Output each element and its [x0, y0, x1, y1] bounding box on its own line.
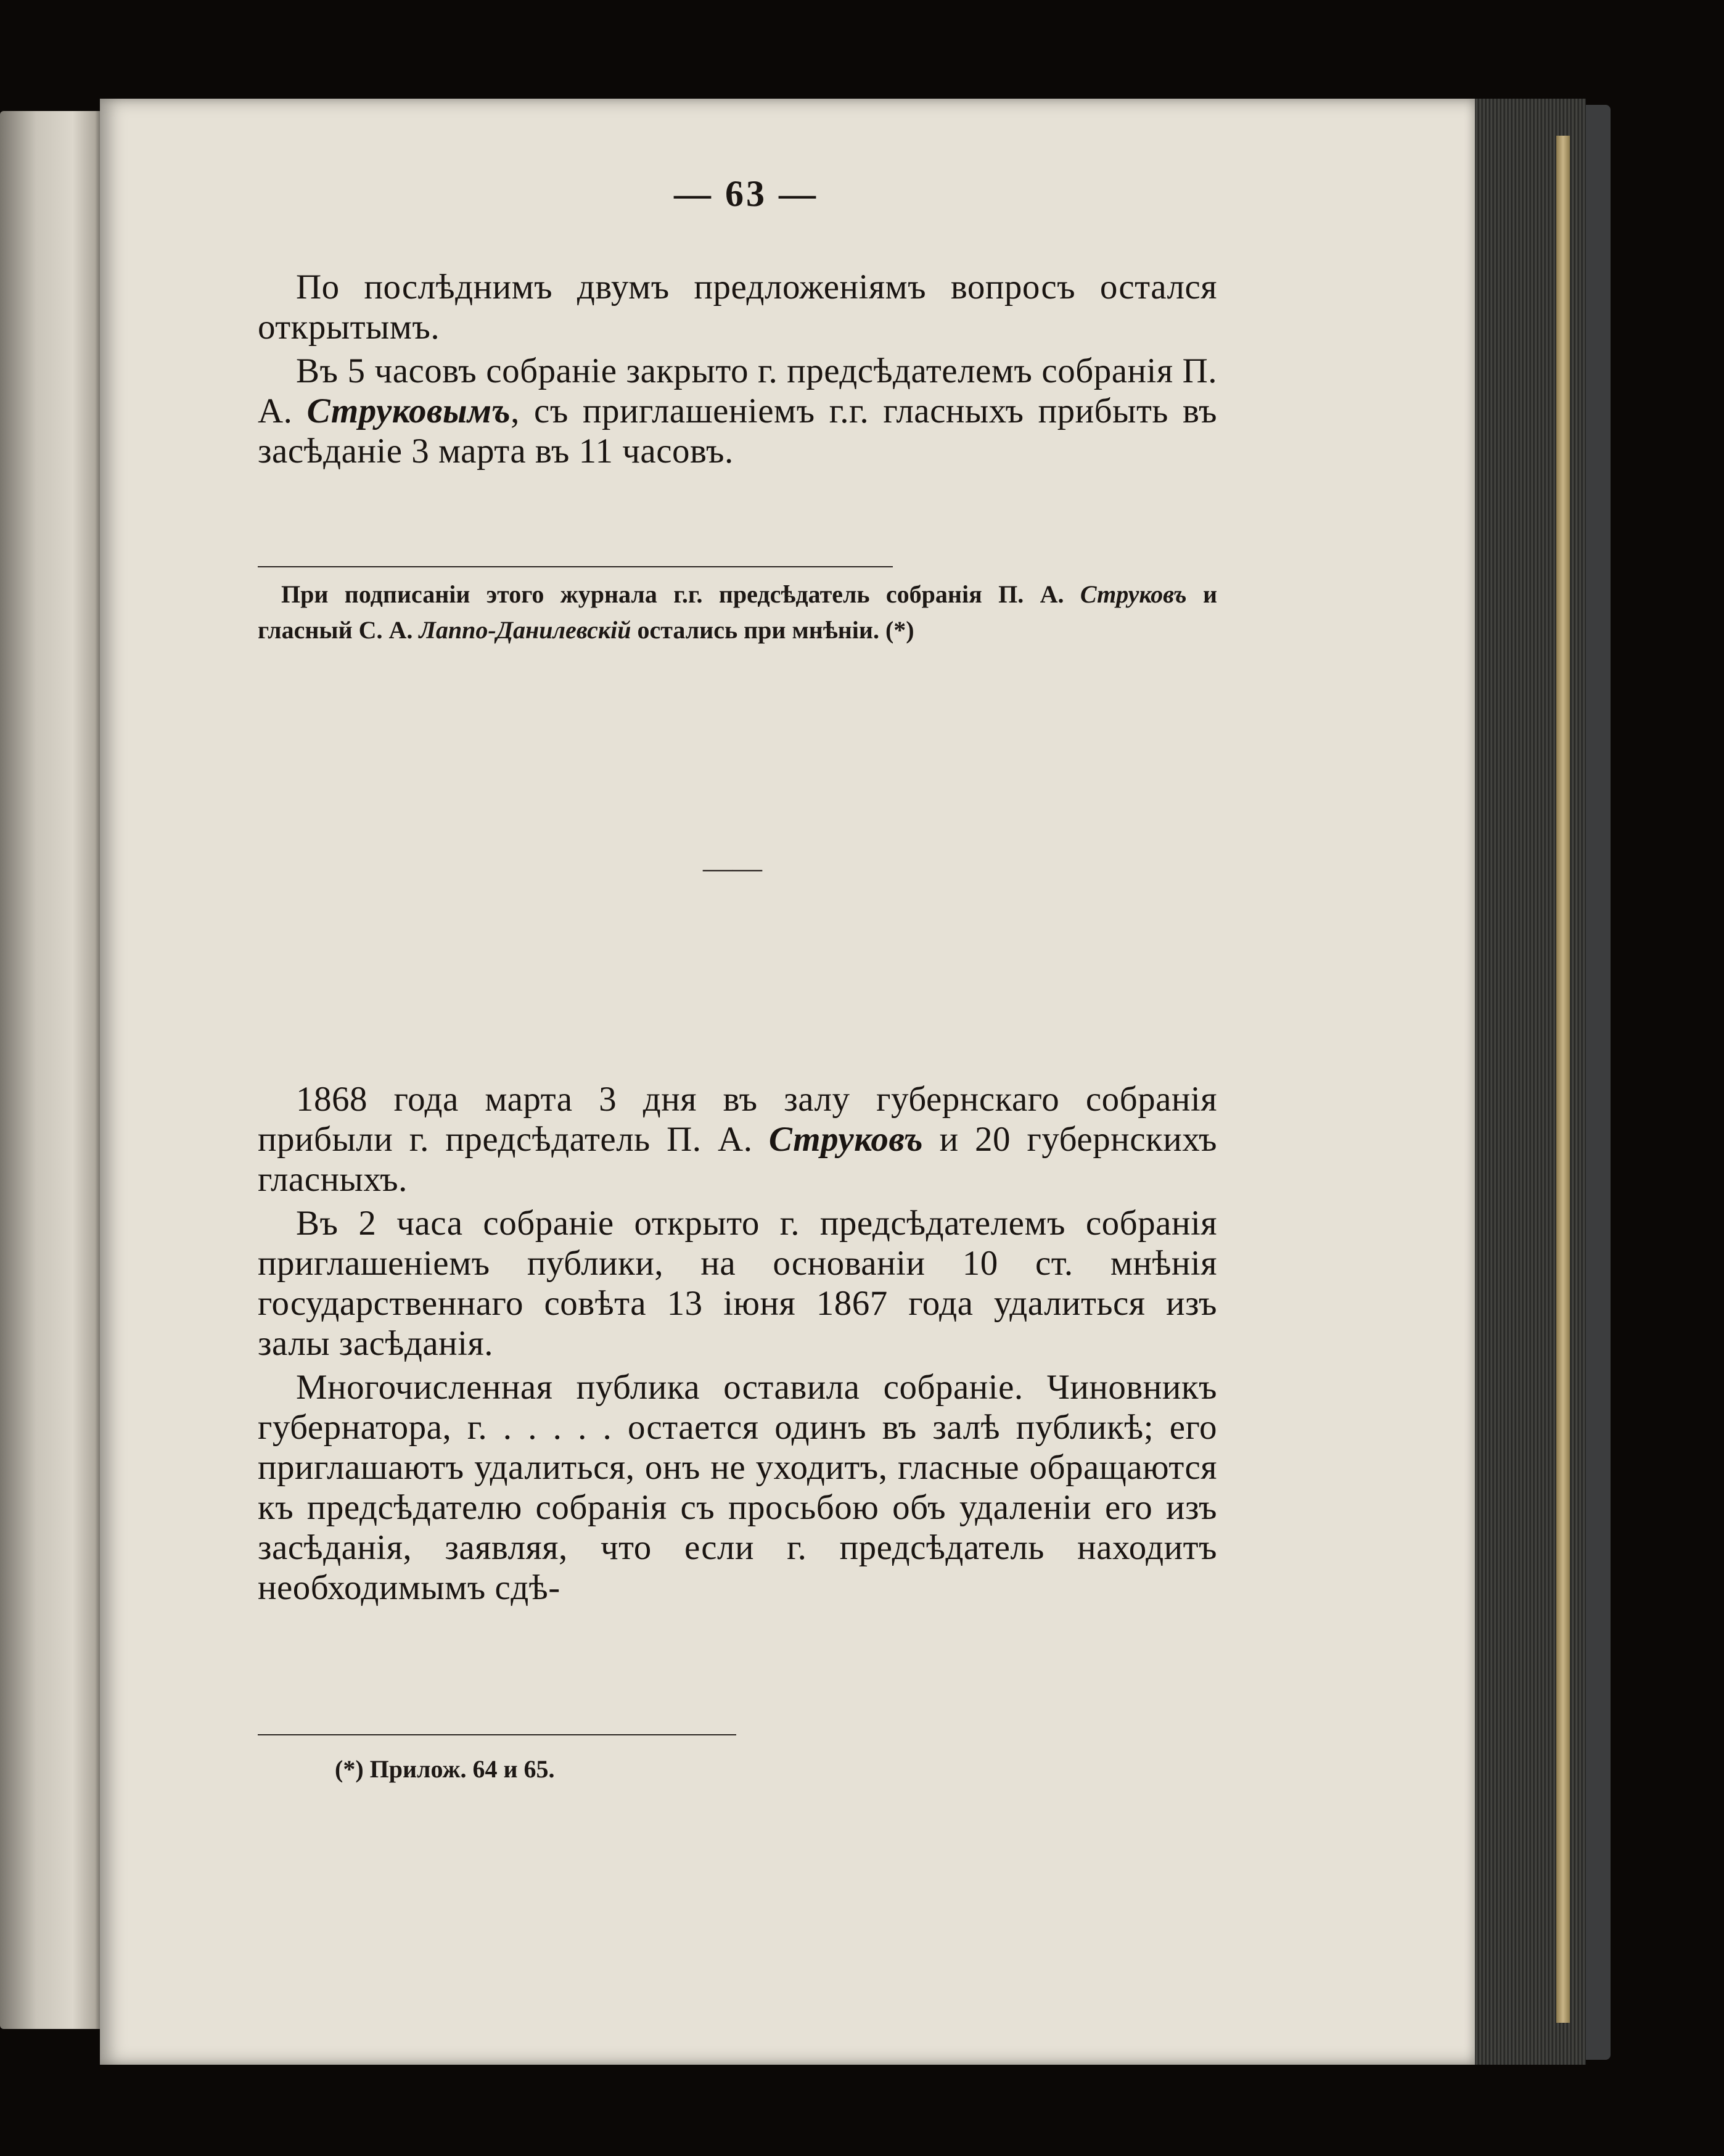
footnote-text: остались при мнѣніи. (*) — [631, 616, 914, 644]
paragraph — [258, 351, 1217, 471]
text-block-top — [258, 267, 1217, 471]
paragraph-text: и 20 губернскихъ гласныхъ. — [258, 1120, 1218, 1199]
paragraph-text: , съ приглашеніемъ г.г. гласныхъ прибыть въ засѣданіе 3 марта въ 11 часовъ. — [258, 392, 1217, 471]
paragraph: Въ 2 часа собраніе открыто г. предсѣдателемъ собранія приглашеніемъ публики, на основаніи 10 ст. мнѣнія государственнаго совѣта 13 іюня 1867 года удалиться изъ залы засѣданія. — [258, 1204, 1217, 1363]
footnote — [258, 577, 1217, 648]
paragraph-text: Въ 5 часовъ собраніе закрыто г. предсѣдателемъ собранія П. А. — [258, 352, 1217, 430]
footnote-text: (*) Прилож. 64 и 65. — [335, 1755, 555, 1783]
gilt-edge — [1556, 136, 1570, 2023]
paragraph: Многочисленная публика оставила собраніе. Чиновникъ губернатора, г. . . . . . остается одинъ въ залѣ публикѣ; его приглашаютъ удалиться, онъ не уходитъ, гласные обращаются къ предсѣдателю собранія съ просьбою объ удаленіи его изъ засѣданія, заявляя, что если г. предсѣдатель находитъ необходимымъ сдѣ- — [258, 1368, 1217, 1607]
paragraph: По послѣднимъ двумъ предложеніямъ вопросъ остался открытымъ. — [258, 268, 1217, 347]
footnote-rule — [258, 1734, 736, 1735]
book-page-edges — [1475, 99, 1586, 2065]
footnote — [258, 1751, 1217, 1787]
paragraph-text: 1868 года марта 3 дня въ залу губернскаго собранія прибыли г. предсѣдатель П. А. — [258, 1080, 1217, 1159]
section-separator: —— — [703, 852, 762, 884]
book-cover — [1586, 105, 1611, 2060]
footnote-text: При подписаніи этого журнала г.г. предсѣдатель собранія П. А. — [281, 580, 1080, 608]
person-name: Струковымъ — [306, 392, 511, 430]
text-block-bottom — [258, 1079, 1217, 1608]
footnote-rule — [258, 566, 893, 567]
paragraph — [258, 1079, 1217, 1199]
footnote-text: и гласный С. А. — [258, 580, 1218, 644]
person-name: Лаппо-Данилевскій — [419, 616, 631, 644]
left-page-edge — [0, 111, 104, 2029]
person-name: Струковъ — [768, 1120, 924, 1159]
person-name: Струковъ — [1080, 580, 1187, 608]
page-number: — 63 — — [674, 173, 818, 214]
